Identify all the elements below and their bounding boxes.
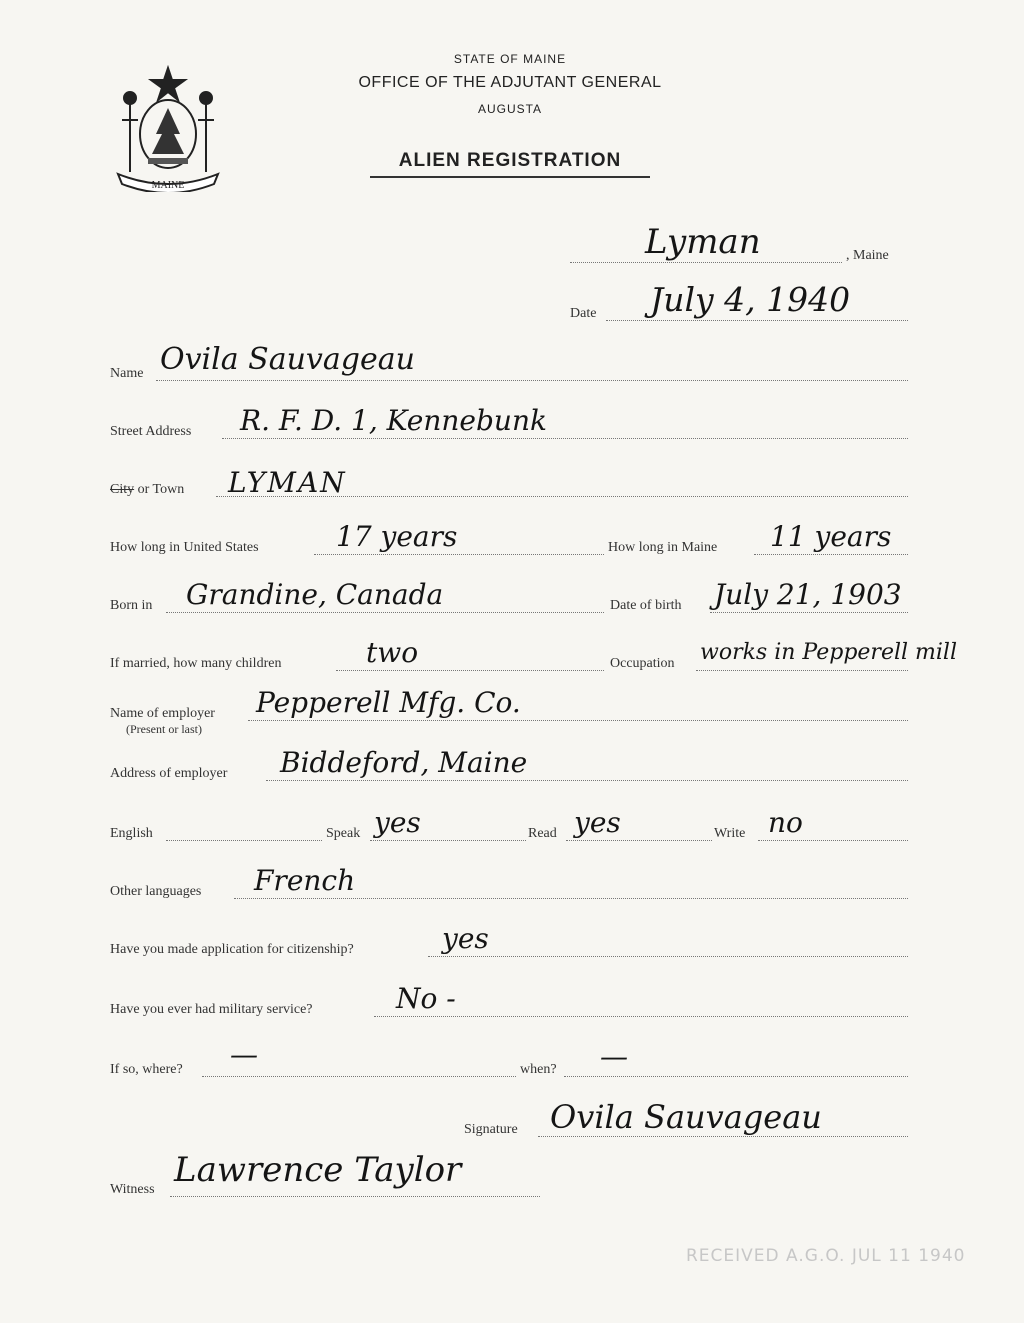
street-value: R. F. D. 1, Kennebunk: [240, 404, 547, 437]
employer-address-label: Address of employer: [110, 766, 228, 781]
military-where-label: If so, where?: [110, 1062, 183, 1077]
witness-line: [170, 1196, 540, 1197]
us-residence-value: 17 years: [336, 520, 458, 553]
signature-value: Ovila Sauvageau: [550, 1098, 822, 1136]
born-label: Born in: [110, 598, 153, 613]
date-label: Date: [570, 306, 597, 321]
street-label: Street Address: [110, 424, 192, 439]
witness-value: Lawrence Taylor: [174, 1150, 462, 1190]
title-underline: [370, 176, 650, 178]
town-label: or Town: [137, 482, 185, 497]
english-line: [166, 840, 322, 841]
employer-address-value: Biddeford, Maine: [280, 746, 528, 779]
write-line: [758, 840, 908, 841]
name-label: Name: [110, 366, 144, 381]
employer-address-line: [266, 780, 908, 781]
date-line: [606, 320, 908, 321]
write-value: no: [768, 806, 803, 839]
place-suffix: , Maine: [846, 248, 889, 263]
born-line: [166, 612, 604, 613]
town-value: LYMAN: [228, 466, 347, 499]
birthdate-line: [710, 612, 908, 613]
military-when-value: —: [600, 1040, 628, 1073]
signature-label: Signature: [464, 1122, 518, 1137]
other-languages-value: French: [254, 864, 356, 897]
city-heading: AUGUSTA: [477, 102, 543, 116]
children-line: [336, 670, 604, 671]
english-label: English: [110, 826, 153, 841]
us-residence-line: [314, 554, 604, 555]
military-when-line: [564, 1076, 908, 1077]
state-seal-icon: [108, 62, 228, 192]
maine-residence-label: How long in Maine: [608, 540, 718, 555]
military-where-value: —: [230, 1038, 258, 1071]
form-title: ALIEN REGISTRATION: [398, 150, 622, 171]
employer-line: [248, 720, 908, 721]
born-value: Grandine, Canada: [186, 578, 444, 611]
received-stamp: RECEIVED A.G.O. JUL 11 1940: [686, 1246, 966, 1266]
name-value: Ovila Sauvageau: [160, 342, 415, 377]
citizenship-line: [428, 956, 908, 957]
seal-label: MAINE: [151, 180, 185, 191]
birthdate-value: July 21, 1903: [714, 578, 902, 611]
speak-line: [370, 840, 526, 841]
witness-label: Witness: [110, 1182, 155, 1197]
military-line: [374, 1016, 908, 1017]
maine-residence-value: 11 years: [770, 520, 892, 553]
military-value: No -: [396, 982, 456, 1015]
speak-value: yes: [374, 806, 421, 839]
state-heading: STATE OF MAINE: [453, 52, 567, 66]
maine-residence-line: [754, 554, 908, 555]
citizenship-value: yes: [442, 922, 489, 955]
office-heading: OFFICE OF THE ADJUTANT GENERAL: [358, 74, 662, 91]
read-value: yes: [574, 806, 621, 839]
children-label: If married, how many children: [110, 656, 282, 671]
occupation-line: [696, 670, 908, 671]
employer-value: Pepperell Mfg. Co.: [256, 686, 521, 719]
speak-label: Speak: [326, 826, 361, 841]
citizenship-label: Have you made application for citizenship?: [110, 942, 354, 957]
other-languages-label: Other languages: [110, 884, 202, 899]
read-label: Read: [528, 826, 557, 841]
children-value: two: [366, 636, 419, 669]
military-where-line: [202, 1076, 516, 1077]
street-line: [222, 438, 908, 439]
us-residence-label: How long in United States: [110, 540, 259, 555]
employer-label: Name of employer: [110, 706, 215, 721]
place-value: Lyman: [645, 222, 761, 262]
military-when-label: when?: [520, 1062, 557, 1077]
employer-sublabel: (Present or last): [126, 722, 202, 736]
date-value: July 4, 1940: [650, 280, 851, 319]
military-label: Have you ever had military service?: [110, 1002, 313, 1017]
city-label-struck: City: [110, 482, 135, 497]
place-line: [570, 262, 842, 263]
name-line: [156, 380, 908, 381]
occupation-value: works in Pepperell mill: [700, 640, 957, 665]
occupation-label: Occupation: [610, 656, 675, 671]
read-line: [566, 840, 712, 841]
birthdate-label: Date of birth: [610, 598, 682, 613]
signature-line: [538, 1136, 908, 1137]
write-label: Write: [714, 826, 746, 841]
other-languages-line: [234, 898, 908, 899]
